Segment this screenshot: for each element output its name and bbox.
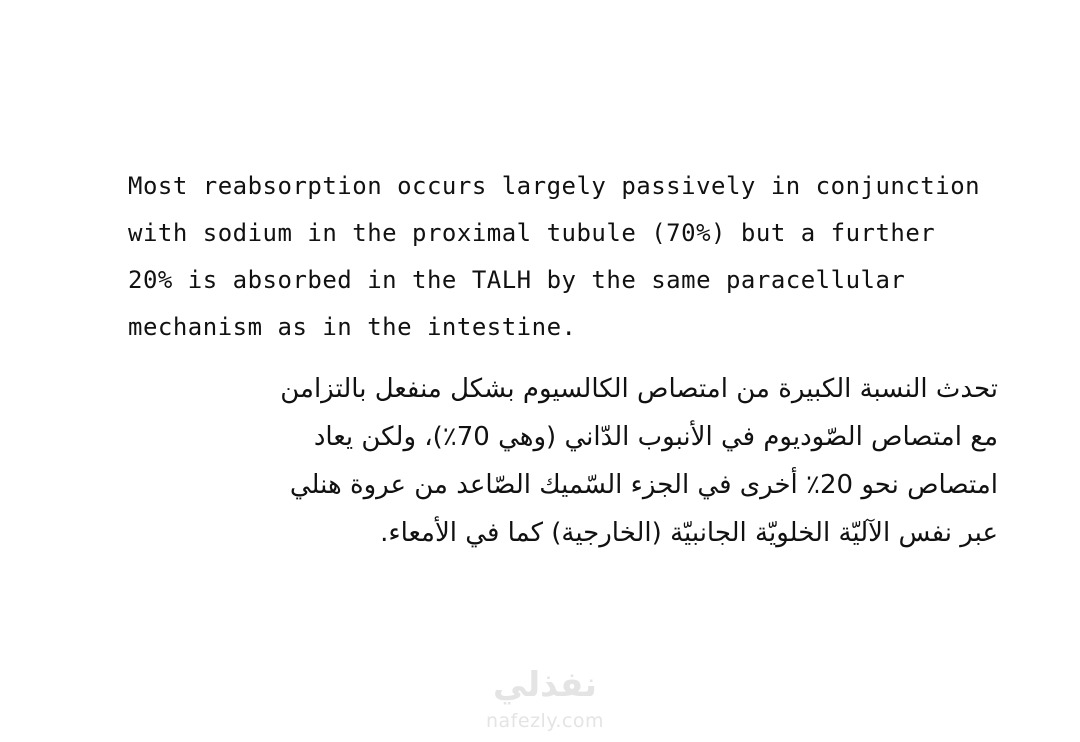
watermark-arabic-text: نفذلي (492, 665, 598, 705)
arabic-paragraph: تحدث النسبة الكبيرة من امتصاص الكالسيوم بشكل منفعل بالتزامن مع امتصاص الصّوديوم في الأنبوب الدّاني (وهي 70٪)، ولكن يعاد امتصاص نحو 20٪ أخرى في الجزء السّميك الصّاعد من عروة هنلي عبر نفس الآليّة الخلويّة الجانبيّة (الخارجية) كما في الأمعاء. (280, 374, 998, 548)
watermark-logo (470, 660, 620, 732)
english-paragraph: Most reabsorption occurs largely passively in conjunction with sodium in the proximal tubule (70%) but a further 20% is absorbed in the TALH by the same paracellular mechanism as in the intestine. (128, 172, 981, 341)
watermark-url-text: nafezly.com (486, 710, 604, 732)
